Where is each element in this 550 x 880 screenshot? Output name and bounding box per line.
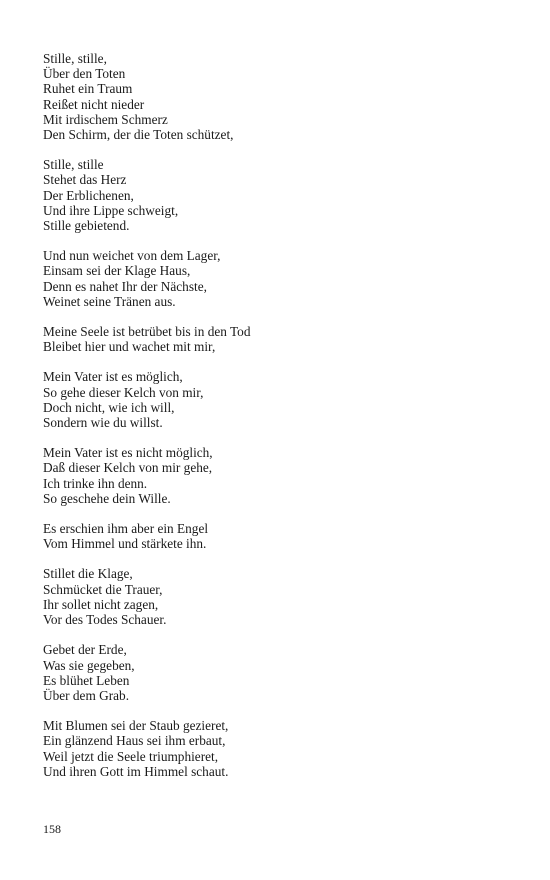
poem-line: Stille, stille, <box>43 51 107 66</box>
stanza <box>43 521 513 551</box>
stanza <box>43 157 513 233</box>
poem-line: Einsam sei der Klage Haus, <box>43 263 191 279</box>
poem-text <box>43 51 513 794</box>
stanza <box>43 445 513 506</box>
poem-line: Stille, stille <box>43 157 104 173</box>
poem-line: Ihr sollet nicht zagen, <box>43 596 159 612</box>
poem-line: Daß dieser Kelch von mir gehe, <box>43 460 213 476</box>
poem-line: So gehe dieser Kelch von mir, <box>43 384 204 400</box>
poem-line: Ruhet ein Traum <box>43 81 133 97</box>
poem-line: Den Schirm, der die Toten schützet, <box>43 127 234 143</box>
poem-line: Gebet der Erde, <box>43 642 127 658</box>
poem-line: Weinet seine Tränen aus. <box>43 293 176 309</box>
poem-line: Mit Blumen sei der Staub gezieret, <box>43 718 229 734</box>
poem-line: Ein glänzend Haus sei ihm erbaut, <box>43 733 226 749</box>
poem-line: Bleibet hier und wachet mit mir, <box>43 339 216 355</box>
poem-line: Stillet die Klage, <box>43 566 133 582</box>
poem-line: Mein Vater ist es möglich, <box>43 369 183 385</box>
stanza <box>43 248 513 309</box>
poem-line: Mit irdischem Schmerz <box>43 111 168 127</box>
poem-line: Es blühet Leben <box>43 672 130 688</box>
poem-line: Ich trinke ihn denn. <box>43 475 148 491</box>
poem-line: Mein Vater ist es nicht möglich, <box>43 445 213 461</box>
poem-line: So geschehe dein Wille. <box>43 490 171 506</box>
stanza <box>43 642 513 703</box>
stanza <box>43 718 513 779</box>
poem-line: Und ihre Lippe schweigt, <box>43 202 179 218</box>
poem-line: Weil jetzt die Seele triumphieret, <box>43 748 219 764</box>
poem-line: Stehet das Herz <box>43 172 127 188</box>
poem-line: Doch nicht, wie ich will, <box>43 399 175 415</box>
poem-line: Was sie gegeben, <box>43 657 135 673</box>
stanza <box>43 566 513 627</box>
poem-line: Über den Toten <box>43 66 126 82</box>
poem-line: Schmücket die Trauer, <box>43 581 163 597</box>
poem-line: Stille gebietend. <box>43 218 130 234</box>
poem-line: Es erschien ihm aber ein Engel <box>43 521 209 537</box>
poem-line: Der Erblichenen, <box>43 187 134 203</box>
poem-line: Vor des Todes Schauer. <box>43 612 167 628</box>
page-number: 158 <box>43 822 61 836</box>
poem-line: Und nun weichet von dem Lager, <box>43 248 221 264</box>
stanza <box>43 51 513 142</box>
poem-line: Über dem Grab. <box>43 687 130 703</box>
poem-line: Reißet nicht nieder <box>43 96 145 112</box>
poem-line: Meine Seele ist betrübet bis in den Tod <box>43 324 251 340</box>
poem-line: Vom Himmel und stärkete ihn. <box>43 536 207 552</box>
poem-line: Denn es nahet Ihr der Nächste, <box>43 278 207 294</box>
stanza <box>43 324 513 354</box>
stanza <box>43 369 513 430</box>
poem-line: Und ihren Gott im Himmel schaut. <box>43 763 229 779</box>
poem-line: Sondern wie du willst. <box>43 415 163 431</box>
